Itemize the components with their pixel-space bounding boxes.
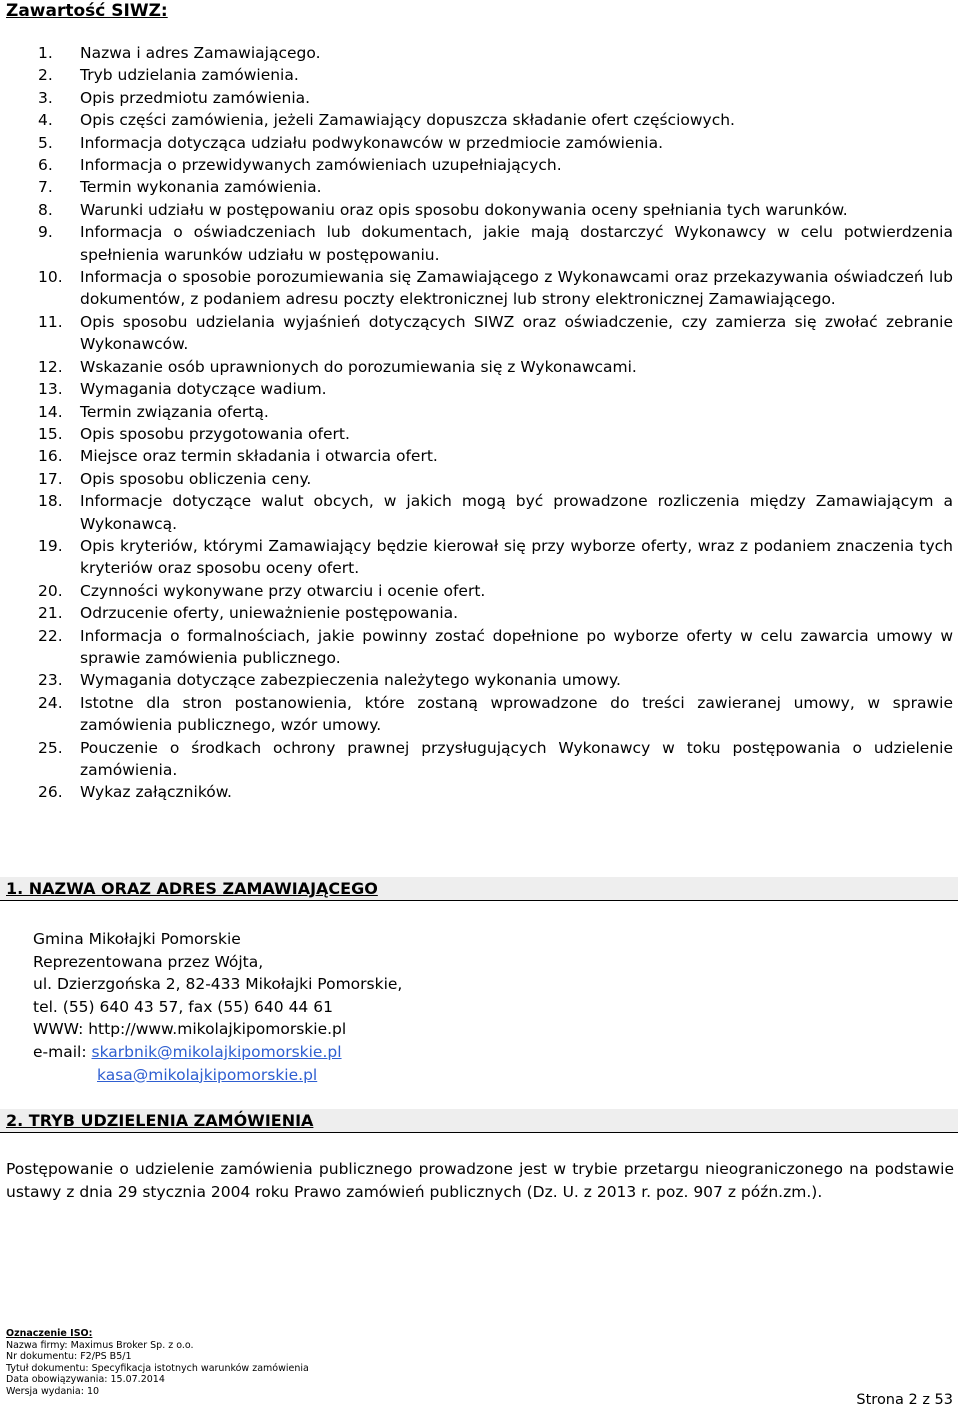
toc-text: Opis części zamówienia, jeżeli Zamawiający dopuszcza składanie ofert częściowych.: [80, 111, 735, 130]
toc-text: Tryb udzielania zamówienia.: [80, 66, 299, 85]
toc-number: 6.: [38, 156, 53, 175]
toc-text: Informacja o oświadczeniach lub dokumentach, jakie mają dostarczyć Wykonawcy w celu potwierdzenia spełnienia warunków udziału w postępowaniu.: [80, 223, 953, 264]
email-line-2: [33, 1064, 402, 1087]
toc-number: 15.: [38, 424, 63, 443]
contact-line: Gmina Mikołajki Pomorskie: [33, 930, 241, 948]
toc-number: 11.: [38, 312, 63, 331]
toc-number: 20.: [38, 581, 63, 600]
toc-text: Istotne dla stron postanowienia, które zostaną wprowadzone do treści zawieranej umowy, w sprawie zamówienia publicznego, wzór umowy.: [80, 693, 953, 735]
section-2-heading: [0, 1109, 958, 1133]
toc-text: Opis sposobu przygotowania ofert.: [80, 424, 350, 443]
toc-number: 3.: [38, 88, 53, 107]
toc-text: Wymagania dotyczące wadium.: [80, 380, 327, 399]
toc-text: Opis sposobu udzielania wyjaśnień dotyczących SIWZ oraz oświadczenie, czy zamierza się zwołać zebranie Wykonawców.: [80, 312, 953, 354]
toc-number: 14.: [38, 402, 63, 421]
toc-item: [38, 625, 958, 670]
toc-item: [38, 669, 958, 691]
section-1-title: 1. NAZWA ORAZ ADRES ZAMAWIAJĄCEGO: [6, 879, 378, 898]
iso-line: Nr dokumentu: F2/PS B5/1: [6, 1351, 132, 1363]
toc-number: 17.: [38, 469, 63, 488]
toc-number: 5.: [38, 133, 53, 152]
toc-item: [38, 423, 958, 445]
toc-text: Wskazanie osób uprawnionych do porozumiewania się z Wykonawcami.: [80, 357, 637, 376]
toc-text: Informacja dotycząca udziału podwykonawców w przedmiocie zamówienia.: [80, 133, 664, 152]
toc-text: Informacja o sposobie porozumiewania się Zamawiającego z Wykonawcami oraz przekazywania oświadczeń lub dokumentów, z podaniem adresu poczty elektronicznej lub strony elektronicznej Zamawiającego.: [80, 268, 953, 309]
toc-text: Wykaz załączników.: [80, 783, 232, 802]
iso-footer: [6, 1328, 309, 1398]
toc-item: [38, 42, 958, 64]
toc-number: 19.: [38, 536, 63, 555]
page-number: Strona 2 z 53: [856, 1392, 953, 1408]
toc-item: [38, 781, 958, 803]
toc-item: [38, 535, 958, 580]
toc-item: [38, 64, 958, 86]
toc-text: Informacja o przewidywanych zamówieniach uzupełniających.: [80, 156, 562, 175]
document-title: Zawartość SIWZ:: [6, 1, 168, 21]
contact-line: Reprezentowana przez Wójta,: [33, 952, 264, 971]
toc-text: Nazwa i adres Zamawiającego.: [80, 44, 321, 62]
contact-block: [33, 928, 402, 1086]
toc-item: [38, 266, 958, 311]
toc-text: Warunki udziału w postępowaniu oraz opis sposobu dokonywania oceny spełniania tych warunków.: [80, 200, 848, 219]
toc-number: 16.: [38, 447, 63, 466]
toc-text: Termin związania ofertą.: [80, 402, 269, 421]
toc-number: 23.: [38, 671, 63, 690]
toc-item: [38, 692, 958, 737]
section-2-paragraph: Postępowanie o udzielenie zamówienia publicznego prowadzone jest w trybie przetargu nieograniczonego na podstawie ustawy z dnia 29 stycznia 2004 roku Prawo zamówień publicznych (Dz. U. z 2013 r. poz. 907 z późn.zm.).: [6, 1160, 954, 1201]
email-label: e-mail:: [33, 1042, 87, 1061]
toc-item: [38, 356, 958, 378]
section-2-title: 2. TRYB UDZIELENIA ZAMÓWIENIA: [6, 1111, 314, 1130]
toc-number: 18.: [38, 492, 63, 511]
toc-number: 9.: [38, 223, 53, 242]
toc-number: 13.: [38, 380, 63, 399]
toc-number: 4.: [38, 111, 53, 130]
toc-item: [38, 490, 958, 535]
toc-item: [38, 468, 958, 490]
toc-number: 7.: [38, 178, 53, 197]
toc-text: Opis sposobu obliczenia ceny.: [80, 469, 312, 488]
toc-item: [38, 602, 958, 624]
toc-item: [38, 311, 958, 356]
toc-number: 25.: [38, 738, 63, 757]
iso-line: Nazwa firmy: Maximus Broker Sp. z o.o.: [6, 1339, 194, 1351]
iso-line: Tytuł dokumentu: Specyfikacja istotnych warunków zamówienia: [6, 1362, 309, 1374]
iso-line: Data obowiązywania: 15.07.2014: [6, 1374, 165, 1386]
contact-line: ul. Dzierzgońska 2, 82-433 Mikołajki Pomorskie,: [33, 975, 403, 994]
toc-number: 1.: [38, 44, 53, 62]
toc-number: 8.: [38, 200, 53, 219]
toc-text: Odrzucenie oferty, unieważnienie postępowania.: [80, 604, 459, 623]
toc-item: [38, 378, 958, 400]
email-line: [33, 1041, 402, 1064]
toc-number: 22.: [38, 626, 63, 645]
toc-item: [38, 132, 958, 154]
toc-text: Termin wykonania zamówienia.: [80, 178, 322, 197]
toc-text: Wymagania dotyczące zabezpieczenia należytego wykonania umowy.: [80, 671, 621, 690]
toc-number: 21.: [38, 604, 63, 623]
toc-text: Pouczenie o środkach ochrony prawnej przysługujących Wykonawcy w toku postępowania o udzielenie zamówienia.: [80, 738, 953, 779]
toc-item: [38, 109, 958, 131]
toc-item: [38, 445, 958, 467]
email-link-skarbnik[interactable]: skarbnik@mikolajkipomorskie.pl: [91, 1042, 342, 1061]
toc-item: [38, 87, 958, 109]
toc-item: [38, 199, 958, 221]
iso-line: Wersja wydania: 10: [6, 1385, 100, 1397]
section-1-heading: [0, 877, 958, 901]
toc-number: 2.: [38, 66, 53, 85]
table-of-contents: [38, 42, 958, 804]
toc-number: 10.: [38, 268, 63, 287]
toc-item: [38, 401, 958, 423]
toc-number: 24.: [38, 693, 63, 712]
toc-number: 12.: [38, 357, 63, 376]
iso-title: Oznaczenie ISO:: [6, 1328, 93, 1339]
toc-item: [38, 737, 958, 782]
toc-item: [38, 221, 958, 266]
toc-text: Czynności wykonywane przy otwarciu i ocenie ofert.: [80, 581, 486, 600]
toc-item: [38, 176, 958, 198]
toc-text: Informacje dotyczące walut obcych, w jakich mogą być prowadzone rozliczenia między Zamawiającym a Wykonawcą.: [80, 492, 953, 533]
contact-line: tel. (55) 640 43 57, fax (55) 640 44 61: [33, 997, 333, 1016]
toc-text: Opis kryteriów, którymi Zamawiający będzie kierował się przy wyborze oferty, wraz z podaniem znaczenia tych kryteriów oraz sposobu oceny ofert.: [80, 536, 953, 578]
toc-item: [38, 580, 958, 602]
toc-item: [38, 154, 958, 176]
toc-text: Opis przedmiotu zamówienia.: [80, 88, 311, 107]
email-link-kasa[interactable]: kasa@mikolajkipomorskie.pl: [97, 1065, 318, 1084]
toc-text: Informacja o formalnościach, jakie powinny zostać dopełnione po wyborze oferty w celu zawarcia umowy w sprawie zamówienia publicznego.: [80, 626, 953, 667]
toc-number: 26.: [38, 783, 63, 802]
website-line: WWW: http://www.mikolajkipomorskie.pl: [33, 1020, 347, 1039]
toc-text: Miejsce oraz termin składania i otwarcia ofert.: [80, 447, 438, 466]
